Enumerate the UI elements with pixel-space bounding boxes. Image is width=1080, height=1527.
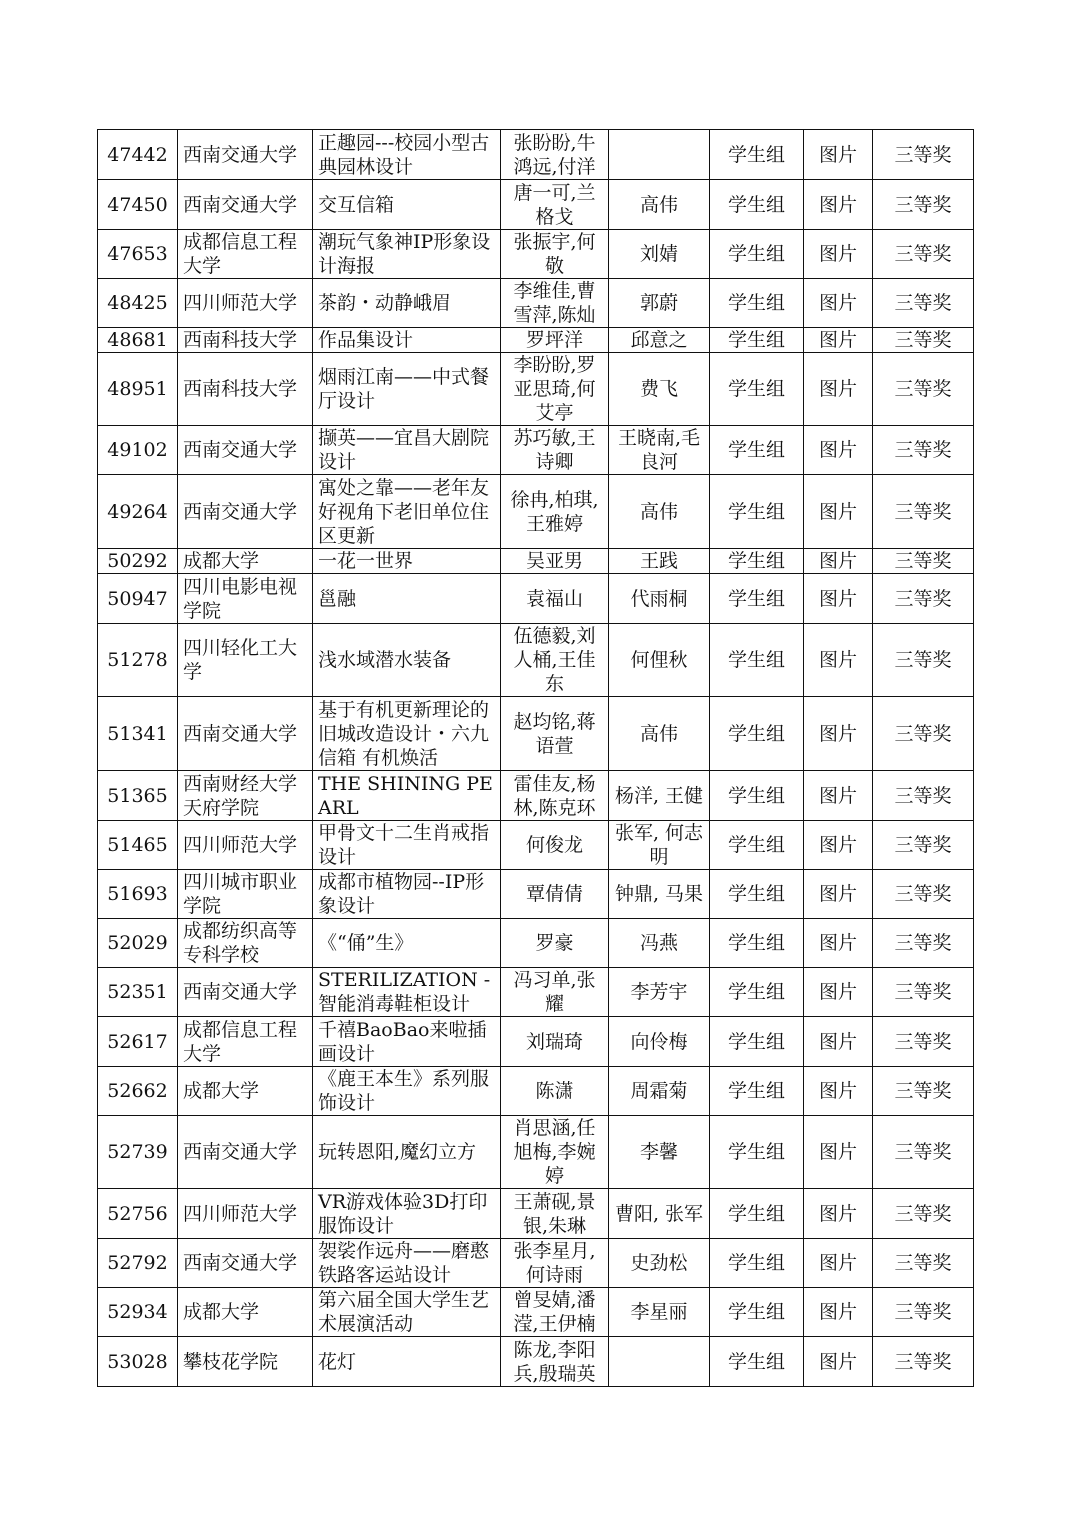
award-level-cell: 三等奖 <box>873 870 974 919</box>
work-title-cell: 甲骨文十二生肖戒指设计 <box>313 821 501 870</box>
authors-cell: 肖思涵,任旭梅,李婉婷 <box>501 1116 609 1189</box>
work-title-cell: 正趣园---校园小型古典园林设计 <box>313 130 501 180</box>
award-level-cell: 三等奖 <box>873 230 974 279</box>
school-name-cell: 西南科技大学 <box>178 328 313 353</box>
school-name-cell: 四川电影电视学院 <box>178 574 313 624</box>
entry-id-cell: 47442 <box>98 130 178 180</box>
entry-id-cell: 51278 <box>98 624 178 697</box>
advisor-cell: 周霜菊 <box>609 1067 710 1116</box>
group-cell: 学生组 <box>710 279 804 328</box>
school-name-cell: 西南交通大学 <box>178 1116 313 1189</box>
entry-id-cell: 51341 <box>98 697 178 771</box>
work-title-cell: 浅水域潜水装备 <box>313 624 501 697</box>
category-cell: 图片 <box>804 1116 873 1189</box>
entry-id-cell: 52351 <box>98 968 178 1017</box>
authors-cell: 王萧砚,景银,朱琳 <box>501 1189 609 1239</box>
advisor-cell: 邱意之 <box>609 328 710 353</box>
work-title-cell: 千禧BaoBao来啦插画设计 <box>313 1017 501 1067</box>
school-name-cell: 西南交通大学 <box>178 426 313 475</box>
school-name-cell: 西南交通大学 <box>178 180 313 230</box>
advisor-cell: 高伟 <box>609 475 710 549</box>
authors-cell: 陈龙,李阳兵,殷瑞英 <box>501 1337 609 1387</box>
entry-id-cell: 53028 <box>98 1337 178 1387</box>
authors-cell: 雷佳友,杨林,陈克环 <box>501 771 609 821</box>
work-title-cell: 袈裟作远舟——磨憨铁路客运站设计 <box>313 1239 501 1288</box>
entry-id-cell: 51693 <box>98 870 178 919</box>
table-row <box>98 353 974 426</box>
advisor-cell: 郭蔚 <box>609 279 710 328</box>
group-cell: 学生组 <box>710 475 804 549</box>
award-level-cell: 三等奖 <box>873 328 974 353</box>
table-row <box>98 1189 974 1239</box>
category-cell: 图片 <box>804 574 873 624</box>
table-row <box>98 574 974 624</box>
school-name-cell: 西南交通大学 <box>178 968 313 1017</box>
school-name-cell: 四川师范大学 <box>178 1189 313 1239</box>
group-cell: 学生组 <box>710 353 804 426</box>
work-title-cell: 玩转恩阳,魔幻立方 <box>313 1116 501 1189</box>
entry-id-cell: 50947 <box>98 574 178 624</box>
award-level-cell: 三等奖 <box>873 130 974 180</box>
authors-cell: 冯习单,张耀 <box>501 968 609 1017</box>
authors-cell: 罗坪洋 <box>501 328 609 353</box>
entry-id-cell: 52934 <box>98 1288 178 1337</box>
authors-cell: 覃倩倩 <box>501 870 609 919</box>
advisor-cell <box>609 130 710 180</box>
table-row <box>98 821 974 870</box>
school-name-cell: 成都大学 <box>178 1067 313 1116</box>
work-title-cell: 茶韵・动静峨眉 <box>313 279 501 328</box>
table-row <box>98 697 974 771</box>
category-cell: 图片 <box>804 1017 873 1067</box>
group-cell: 学生组 <box>710 624 804 697</box>
advisor-cell: 费飞 <box>609 353 710 426</box>
authors-cell: 伍德毅,刘人桶,王佳东 <box>501 624 609 697</box>
entry-id-cell: 49264 <box>98 475 178 549</box>
group-cell: 学生组 <box>710 1239 804 1288</box>
category-cell: 图片 <box>804 1189 873 1239</box>
advisor-cell <box>609 1337 710 1387</box>
school-name-cell: 西南交通大学 <box>178 697 313 771</box>
advisor-cell: 杨洋, 王健 <box>609 771 710 821</box>
category-cell: 图片 <box>804 1288 873 1337</box>
school-name-cell: 四川师范大学 <box>178 279 313 328</box>
authors-cell: 李盼盼,罗亚思琦,何艾亭 <box>501 353 609 426</box>
advisor-cell: 钟鼎, 马果 <box>609 870 710 919</box>
school-name-cell: 四川城市职业学院 <box>178 870 313 919</box>
advisor-cell: 何俚秋 <box>609 624 710 697</box>
authors-cell: 袁福山 <box>501 574 609 624</box>
category-cell: 图片 <box>804 919 873 968</box>
group-cell: 学生组 <box>710 1017 804 1067</box>
award-level-cell: 三等奖 <box>873 279 974 328</box>
group-cell: 学生组 <box>710 870 804 919</box>
group-cell: 学生组 <box>710 549 804 574</box>
award-level-cell: 三等奖 <box>873 821 974 870</box>
category-cell: 图片 <box>804 821 873 870</box>
table-row <box>98 1067 974 1116</box>
category-cell: 图片 <box>804 426 873 475</box>
category-cell: 图片 <box>804 353 873 426</box>
category-cell: 图片 <box>804 549 873 574</box>
school-name-cell: 西南交通大学 <box>178 130 313 180</box>
advisor-cell: 李馨 <box>609 1116 710 1189</box>
entry-id-cell: 47653 <box>98 230 178 279</box>
award-level-cell: 三等奖 <box>873 919 974 968</box>
category-cell: 图片 <box>804 1239 873 1288</box>
advisor-cell: 张军, 何志明 <box>609 821 710 870</box>
entry-id-cell: 52739 <box>98 1116 178 1189</box>
table-row <box>98 624 974 697</box>
school-name-cell: 西南科技大学 <box>178 353 313 426</box>
authors-cell: 张李星月,何诗雨 <box>501 1239 609 1288</box>
award-level-cell: 三等奖 <box>873 180 974 230</box>
category-cell: 图片 <box>804 279 873 328</box>
advisor-cell: 代雨桐 <box>609 574 710 624</box>
award-level-cell: 三等奖 <box>873 1017 974 1067</box>
table-row <box>98 475 974 549</box>
school-name-cell: 西南交通大学 <box>178 1239 313 1288</box>
category-cell: 图片 <box>804 697 873 771</box>
table-row <box>98 230 974 279</box>
work-title-cell: 成都市植物园--IP形象设计 <box>313 870 501 919</box>
authors-cell: 何俊龙 <box>501 821 609 870</box>
table-row <box>98 968 974 1017</box>
authors-cell: 罗豪 <box>501 919 609 968</box>
advisor-cell: 冯燕 <box>609 919 710 968</box>
category-cell: 图片 <box>804 475 873 549</box>
award-level-cell: 三等奖 <box>873 1288 974 1337</box>
work-title-cell: 邕融 <box>313 574 501 624</box>
table-row <box>98 130 974 180</box>
group-cell: 学生组 <box>710 697 804 771</box>
award-level-cell: 三等奖 <box>873 1116 974 1189</box>
table-row <box>98 279 974 328</box>
advisor-cell: 曹阳, 张军 <box>609 1189 710 1239</box>
table-row <box>98 1239 974 1288</box>
award-level-cell: 三等奖 <box>873 1239 974 1288</box>
award-level-cell: 三等奖 <box>873 1189 974 1239</box>
school-name-cell: 成都信息工程大学 <box>178 1017 313 1067</box>
authors-cell: 刘瑞琦 <box>501 1017 609 1067</box>
award-level-cell: 三等奖 <box>873 549 974 574</box>
work-title-cell: 第六届全国大学生艺术展演活动 <box>313 1288 501 1337</box>
school-name-cell: 四川师范大学 <box>178 821 313 870</box>
table-row <box>98 1288 974 1337</box>
table-row <box>98 1337 974 1387</box>
group-cell: 学生组 <box>710 821 804 870</box>
work-title-cell: THE SHINING PEARL <box>313 771 501 821</box>
entry-id-cell: 52029 <box>98 919 178 968</box>
authors-cell: 赵均铭,蒋语萱 <box>501 697 609 771</box>
category-cell: 图片 <box>804 870 873 919</box>
advisor-cell: 王晓南,毛良河 <box>609 426 710 475</box>
work-title-cell: 交互信箱 <box>313 180 501 230</box>
category-cell: 图片 <box>804 771 873 821</box>
group-cell: 学生组 <box>710 1067 804 1116</box>
entry-id-cell: 48951 <box>98 353 178 426</box>
work-title-cell: 烟雨江南——中式餐厅设计 <box>313 353 501 426</box>
school-name-cell: 成都纺织高等专科学校 <box>178 919 313 968</box>
table-row <box>98 919 974 968</box>
advisor-cell: 高伟 <box>609 697 710 771</box>
award-level-cell: 三等奖 <box>873 574 974 624</box>
advisor-cell: 刘婧 <box>609 230 710 279</box>
group-cell: 学生组 <box>710 1116 804 1189</box>
advisor-cell: 李星丽 <box>609 1288 710 1337</box>
award-level-cell: 三等奖 <box>873 968 974 1017</box>
category-cell: 图片 <box>804 328 873 353</box>
authors-cell: 陈潇 <box>501 1067 609 1116</box>
category-cell: 图片 <box>804 230 873 279</box>
authors-cell: 曾旻婧,潘滢,王伊楠 <box>501 1288 609 1337</box>
authors-cell: 吴亚男 <box>501 549 609 574</box>
group-cell: 学生组 <box>710 968 804 1017</box>
group-cell: 学生组 <box>710 771 804 821</box>
advisor-cell: 李芳宇 <box>609 968 710 1017</box>
category-cell: 图片 <box>804 130 873 180</box>
work-title-cell: VR游戏体验3D打印服饰设计 <box>313 1189 501 1239</box>
award-level-cell: 三等奖 <box>873 1337 974 1387</box>
work-title-cell: 撷英——宜昌大剧院设计 <box>313 426 501 475</box>
group-cell: 学生组 <box>710 130 804 180</box>
entry-id-cell: 51465 <box>98 821 178 870</box>
table-row <box>98 1017 974 1067</box>
school-name-cell: 成都信息工程大学 <box>178 230 313 279</box>
entry-id-cell: 49102 <box>98 426 178 475</box>
work-title-cell: 一花一世界 <box>313 549 501 574</box>
entry-id-cell: 52617 <box>98 1017 178 1067</box>
table-row <box>98 549 974 574</box>
work-title-cell: 潮玩气象神IP形象设计海报 <box>313 230 501 279</box>
entry-id-cell: 50292 <box>98 549 178 574</box>
table-row <box>98 870 974 919</box>
group-cell: 学生组 <box>710 328 804 353</box>
work-title-cell: 基于有机更新理论的旧城改造设计・六九信箱 有机焕活 <box>313 697 501 771</box>
work-title-cell: 《鹿王本生》系列服饰设计 <box>313 1067 501 1116</box>
group-cell: 学生组 <box>710 1337 804 1387</box>
award-level-cell: 三等奖 <box>873 697 974 771</box>
table-row <box>98 1116 974 1189</box>
group-cell: 学生组 <box>710 919 804 968</box>
awards-table <box>97 129 974 1387</box>
group-cell: 学生组 <box>710 1288 804 1337</box>
school-name-cell: 成都大学 <box>178 1288 313 1337</box>
group-cell: 学生组 <box>710 1189 804 1239</box>
work-title-cell: STERILIZATION - 智能消毒鞋柜设计 <box>313 968 501 1017</box>
group-cell: 学生组 <box>710 230 804 279</box>
award-level-cell: 三等奖 <box>873 624 974 697</box>
authors-cell: 徐冉,柏琪,王雅婷 <box>501 475 609 549</box>
school-name-cell: 西南交通大学 <box>178 475 313 549</box>
entry-id-cell: 52662 <box>98 1067 178 1116</box>
entry-id-cell: 51365 <box>98 771 178 821</box>
category-cell: 图片 <box>804 624 873 697</box>
school-name-cell: 西南财经大学天府学院 <box>178 771 313 821</box>
authors-cell: 张盼盼,牛鸿远,付洋 <box>501 130 609 180</box>
work-title-cell: 花灯 <box>313 1337 501 1387</box>
award-level-cell: 三等奖 <box>873 771 974 821</box>
group-cell: 学生组 <box>710 180 804 230</box>
table-row <box>98 328 974 353</box>
school-name-cell: 四川轻化工大学 <box>178 624 313 697</box>
authors-cell: 张振宇,何敬 <box>501 230 609 279</box>
table-row <box>98 771 974 821</box>
authors-cell: 苏巧敏,王诗卿 <box>501 426 609 475</box>
entry-id-cell: 48681 <box>98 328 178 353</box>
entry-id-cell: 47450 <box>98 180 178 230</box>
category-cell: 图片 <box>804 180 873 230</box>
category-cell: 图片 <box>804 1337 873 1387</box>
category-cell: 图片 <box>804 968 873 1017</box>
work-title-cell: 寓处之靠——老年友好视角下老旧单位住区更新 <box>313 475 501 549</box>
group-cell: 学生组 <box>710 574 804 624</box>
table-row <box>98 180 974 230</box>
entry-id-cell: 52792 <box>98 1239 178 1288</box>
advisor-cell: 高伟 <box>609 180 710 230</box>
advisor-cell: 王践 <box>609 549 710 574</box>
award-level-cell: 三等奖 <box>873 353 974 426</box>
work-title-cell: 作品集设计 <box>313 328 501 353</box>
award-level-cell: 三等奖 <box>873 1067 974 1116</box>
award-level-cell: 三等奖 <box>873 475 974 549</box>
advisor-cell: 史劲松 <box>609 1239 710 1288</box>
authors-cell: 唐一可,兰格戈 <box>501 180 609 230</box>
school-name-cell: 攀枝花学院 <box>178 1337 313 1387</box>
work-title-cell: 《“俑”生》 <box>313 919 501 968</box>
category-cell: 图片 <box>804 1067 873 1116</box>
authors-cell: 李维佳,曹雪萍,陈灿 <box>501 279 609 328</box>
table-row <box>98 426 974 475</box>
entry-id-cell: 48425 <box>98 279 178 328</box>
group-cell: 学生组 <box>710 426 804 475</box>
advisor-cell: 向伶梅 <box>609 1017 710 1067</box>
school-name-cell: 成都大学 <box>178 549 313 574</box>
award-level-cell: 三等奖 <box>873 426 974 475</box>
entry-id-cell: 52756 <box>98 1189 178 1239</box>
